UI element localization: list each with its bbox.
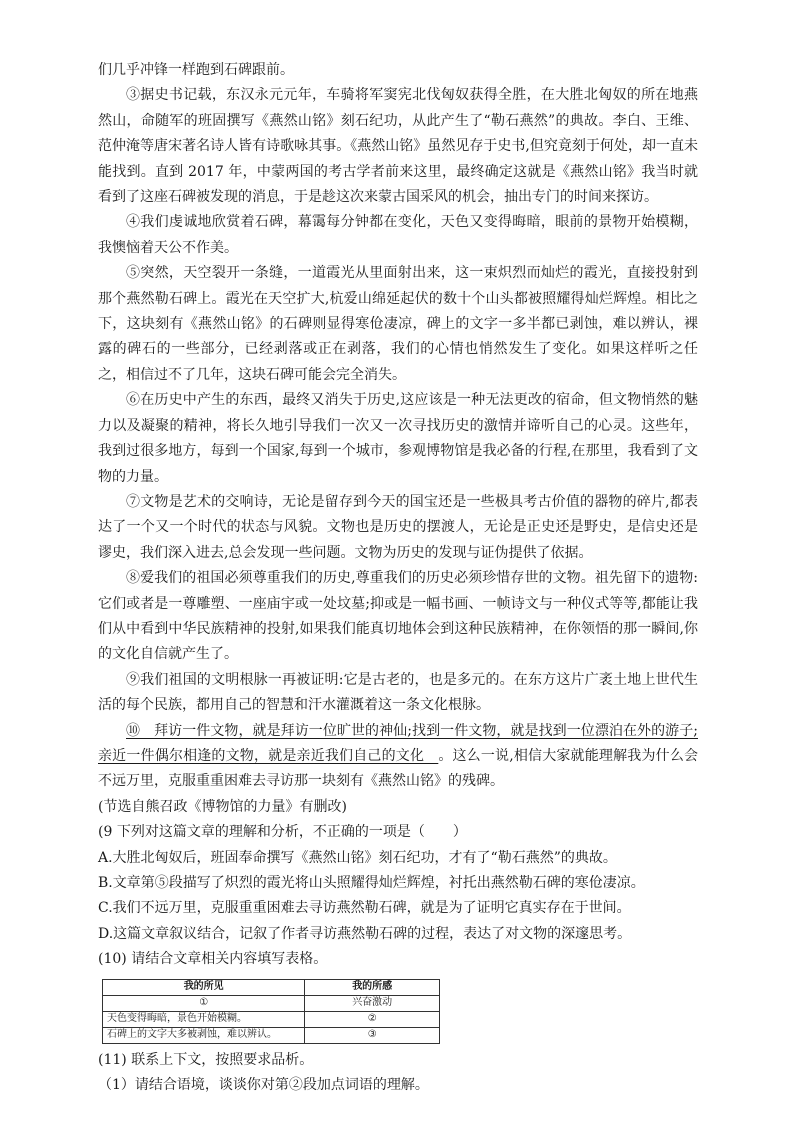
paragraph-continuation: 们几乎冲锋一样跑到石碑跟前。 <box>98 62 294 78</box>
table-cell: 兴奋激动 <box>305 995 440 1011</box>
question-11-sub-1: （1）请结合语境，谈谈你对第②段加点词语的理解。 <box>98 1077 429 1094</box>
question-11-stem: (11) 联系上下文，按照要求品析。 <box>98 1051 314 1068</box>
table-header-felt: 我的所感 <box>305 979 440 995</box>
table-cell[interactable]: ③ <box>305 1027 440 1043</box>
paragraph-7: ⑦文物是艺术的交响诗，无论是留存到今天的国宝还是一些极具考古价值的器物的碎片,都表达了一个又一个时代的状态与风貌。文物也是历史的摆渡人，无论是正史还是野史，是信史还是谬史，我们深入进去,总会发现一些问题。文物为历史的发现与证伪提供了依据。 <box>98 493 698 561</box>
answer-table-wrap <box>102 979 442 1044</box>
question-9-stem: (9 下列对这篇文章的理解和分析，不正确的一项是（ ） <box>98 824 467 841</box>
question-10-stem: (10) 请结合文章相关内容填写表格。 <box>98 951 328 968</box>
table-row <box>103 1011 440 1027</box>
paragraph-5: ⑤突然，天空裂开一条缝，一道霞光从里面射出来，这一束炽烈而灿烂的霞光，直接投射到那个燕然勒石碑上。霞光在天空扩大,杭爱山绵延起伏的数十个山头都被照耀得灿烂辉煌。相比之下，这块刻有《燕然山铭》的石碑则显得寒伧凄凉，碑上的文字一多半都已剥蚀，难以辨认，裸露的碑石的一些部分，已经剥落或正在剥落，我们的心情也悄然发生了变化。如果这样听之任之，相信过不了几年，这块石碑可能会完全消失。 <box>98 265 698 383</box>
table-cell: 天色变得晦暗，景色开始模糊。 <box>103 1011 305 1027</box>
question-9-option-d: D.这篇文章叙议结合，记叙了作者寻访燕然勒石碑的过程，表达了对文物的深邃思考。 <box>98 925 632 942</box>
paragraph-10 <box>98 719 698 795</box>
paragraph-10-underlined: ⑩ 拜访一件文物，就是拜访一位旷世的神仙;找到一件文物，就是找到一位漂泊在外的游子;亲近一件偶尔相逢的文物，就是亲近我们自己的文化 <box>98 722 698 764</box>
table-header-seen: 我的所见 <box>103 979 305 995</box>
paragraph-9: ⑨我们祖国的文明根脉一再被证明:它是古老的，也是多元的。在东方这片广袤土地上世代生活的每个民族，都用自己的智慧和汗水灌溉着这一条文化根脉。 <box>98 671 698 714</box>
answer-table <box>102 979 440 1044</box>
table-row <box>103 1027 440 1043</box>
table-row <box>103 995 440 1011</box>
source-note: (节选自熊召政《博物馆的力量》有删改) <box>98 798 347 815</box>
paragraph-6: ⑥在历史中产生的东西，最终又消失于历史,这应该是一种无法更改的宿命，但文物悄然的魅力以及凝聚的精神，将长久地引导我们一次又一次寻找历史的激情并谛听自己的心灵。这些年，我到过很多地方，每到一个国家,每到一个城市，参观博物馆是我必备的行程,在那里，我看到了文物的力量。 <box>98 392 698 485</box>
table-cell: 石碑上的文字大多被剥蚀，难以辨认。 <box>103 1027 305 1043</box>
paragraph-3: ③据史书记载，东汉永元元年，车骑将军窦宪北伐匈奴获得全胜，在大胜北匈奴的所在地燕然山，命随军的班固撰写《燕然山铭》刻石纪功，从此产生了“勒石燕然”的典故。李白、王维、范仲淹等唐宋著名诗人皆有诗歌咏其事。《燕然山铭》虽然见存于史书,但究竟刻于何处，却一直未能找到。直到 2017 年，中蒙两国的考古学者前来这里，最终确定这就是《燕然山铭》我当时就看到了这座石碑被发现的消息，于是趁这次来蒙古国采风的机会，抽出专门的时间来探访。 <box>98 87 698 206</box>
table-cell[interactable]: ② <box>305 1011 440 1027</box>
paragraph-10-rest: 。这么一说,相信大家就能理解我为什么会不远万里，克服重重困难去寻访那一块刻有《燕然山铭》的残碑。 <box>98 747 698 790</box>
question-9-option-a: A.大胜北匈奴后，班固奉命撰写《燕然山铭》刻石纪功，才有了“勒石燕然”的典故。 <box>98 849 617 866</box>
table-cell[interactable]: ① <box>103 995 305 1011</box>
question-9-option-c: C.我们不远万里，克服重重困难去寻访燕然勒石碑，就是为了证明它真实存在于世间。 <box>98 900 631 917</box>
question-9-option-b: B.文章第⑤段描写了炽烈的霞光将山头照耀得灿烂辉煌，衬托出燕然勒石碑的寒伧凄凉。 <box>98 875 645 891</box>
table-header-row <box>103 979 440 995</box>
paragraph-4: ④我们虔诚地欣赏着石碑，幕霭每分钟都在变化，天色又变得晦暗，眼前的景物开始模糊，我懊恼着天公不作美。 <box>98 214 698 256</box>
document-page <box>98 58 698 1098</box>
paragraph-8: ⑧爱我们的祖国必须尊重我们的历史,尊重我们的历史必须珍惜存世的文物。祖先留下的遗物:它们或者是一尊雕塑、一座庙宇或一处坟墓;抑或是一幅书画、一帧诗文与一种仪式等等,都能让我们从中看到中华民族精神的投射,如果我们能真切地体会到这种民族精神，在你领悟的那一瞬间,你的文化自信就产生了。 <box>98 570 698 663</box>
